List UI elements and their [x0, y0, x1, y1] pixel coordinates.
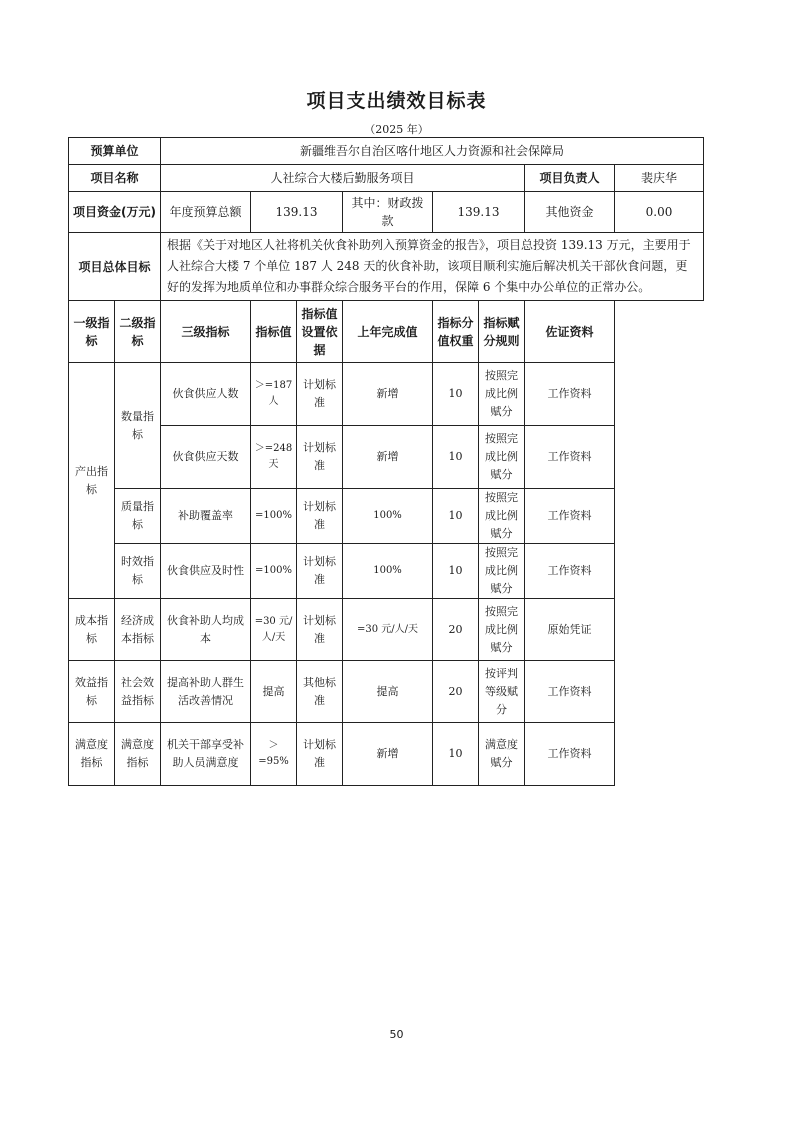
indicator-value: ＞=187人 [251, 363, 297, 426]
header-level1: 一级指标 [69, 301, 115, 363]
budget-unit-row [69, 138, 704, 165]
indicator-last-year: 新增 [343, 363, 433, 426]
indicator-basis: 计划标准 [297, 489, 343, 544]
header-level2: 二级指标 [115, 301, 161, 363]
indicator-evidence: 工作资料 [525, 363, 615, 426]
indicator-rule: 按照完成比例赋分 [479, 489, 525, 544]
header-row [69, 301, 704, 363]
performance-target-table [68, 137, 704, 786]
table-row [69, 544, 704, 599]
funds-row [69, 192, 704, 233]
indicator-value: =30 元/人/天 [251, 599, 297, 661]
indicator-name: 伙食供应及时性 [161, 544, 251, 599]
indicator-rule: 按照完成比例赋分 [479, 426, 525, 489]
indicator-value: 提高 [251, 661, 297, 723]
indicator-evidence: 工作资料 [525, 723, 615, 786]
fiscal-allocation-value: 139.13 [433, 192, 525, 233]
annual-budget-value: 139.13 [251, 192, 343, 233]
indicator-basis: 计划标准 [297, 544, 343, 599]
project-owner-label: 项目负责人 [525, 165, 615, 192]
indicator-rule: 按照完成比例赋分 [479, 599, 525, 661]
table-row [69, 363, 704, 426]
header-basis: 指标值设置依据 [297, 301, 343, 363]
year-caption: （2025 年） [364, 123, 429, 136]
budget-unit-label: 预算单位 [69, 138, 161, 165]
page-number: 50 [389, 1028, 404, 1041]
indicator-weight: 20 [433, 661, 479, 723]
group-econ-cost: 经济成本指标 [115, 599, 161, 661]
header-rule: 指标赋分规则 [479, 301, 525, 363]
indicator-value: =100% [251, 544, 297, 599]
indicator-weight: 10 [433, 723, 479, 786]
funds-label: 项目资金(万元) [69, 192, 161, 233]
indicator-last-year: 新增 [343, 723, 433, 786]
indicator-weight: 20 [433, 599, 479, 661]
project-owner-value: 裴庆华 [615, 165, 704, 192]
table-row [69, 426, 704, 489]
indicator-weight: 10 [433, 544, 479, 599]
indicator-name: 伙食供应人数 [161, 363, 251, 426]
indicator-rule: 按评判等级赋分 [479, 661, 525, 723]
indicator-name: 伙食供应天数 [161, 426, 251, 489]
group-satisfaction-sub: 满意度指标 [115, 723, 161, 786]
header-level3: 三级指标 [161, 301, 251, 363]
annual-budget-label: 年度预算总额 [161, 192, 251, 233]
group-benefit: 效益指标 [69, 661, 115, 723]
group-social-benefit: 社会效益指标 [115, 661, 161, 723]
group-satisfaction: 满意度指标 [69, 723, 115, 786]
overall-goal-text: 根据《关于对地区人社将机关伙食补助列入预算资金的报告》，项目总投资 139.13 万元，主要用于人社综合大楼 7 个单位 187 人 248 天的伙食补助，该项目顺利实施后解决机关干部伙食问题，更好的发挥为地质单位和办事群众综合服务平台的作用，保障 6 个集中办公单位的正常办公。 [161, 233, 704, 301]
indicator-rule: 满意度赋分 [479, 723, 525, 786]
group-output: 产出指标 [69, 363, 115, 599]
indicator-value: ＞=248天 [251, 426, 297, 489]
header-evidence: 佐证资料 [525, 301, 615, 363]
indicator-last-year: =30 元/人/天 [343, 599, 433, 661]
indicator-last-year: 提高 [343, 661, 433, 723]
indicator-rule: 按照完成比例赋分 [479, 363, 525, 426]
indicator-weight: 10 [433, 363, 479, 426]
budget-unit-value: 新疆维吾尔自治区喀什地区人力资源和社会保障局 [161, 138, 704, 165]
table-row [69, 599, 704, 661]
indicator-weight: 10 [433, 489, 479, 544]
overall-goal-label: 项目总体目标 [69, 233, 161, 301]
project-name-label: 项目名称 [69, 165, 161, 192]
header-value: 指标值 [251, 301, 297, 363]
indicator-rule: 按照完成比例赋分 [479, 544, 525, 599]
indicator-weight: 10 [433, 426, 479, 489]
group-quantity: 数量指标 [115, 363, 161, 489]
indicator-basis: 其他标准 [297, 661, 343, 723]
header-last-year: 上年完成值 [343, 301, 433, 363]
indicator-evidence: 工作资料 [525, 661, 615, 723]
project-name-value: 人社综合大楼后勤服务项目 [161, 165, 525, 192]
fiscal-allocation-label: 其中：财政拨款 [343, 192, 433, 233]
group-cost: 成本指标 [69, 599, 115, 661]
group-quality: 质量指标 [115, 489, 161, 544]
header-weight: 指标分值权重 [433, 301, 479, 363]
overall-goal-row [69, 233, 704, 301]
indicator-name: 机关干部享受补助人员满意度 [161, 723, 251, 786]
indicator-evidence: 工作资料 [525, 544, 615, 599]
group-timeliness: 时效指标 [115, 544, 161, 599]
indicator-evidence: 工作资料 [525, 489, 615, 544]
indicator-name: 伙食补助人均成本 [161, 599, 251, 661]
table-row [69, 723, 704, 786]
other-funds-value: 0.00 [615, 192, 704, 233]
indicator-last-year: 100% [343, 544, 433, 599]
indicator-evidence: 工作资料 [525, 426, 615, 489]
table-row [69, 489, 704, 544]
indicator-last-year: 100% [343, 489, 433, 544]
indicator-name: 补助覆盖率 [161, 489, 251, 544]
project-name-row [69, 165, 704, 192]
indicator-last-year: 新增 [343, 426, 433, 489]
other-funds-label: 其他资金 [525, 192, 615, 233]
indicator-value: =100% [251, 489, 297, 544]
page-title: 项目支出绩效目标表 [306, 90, 487, 112]
indicator-basis: 计划标准 [297, 599, 343, 661]
indicator-value: ＞=95% [251, 723, 297, 786]
table-row [69, 661, 704, 723]
indicator-basis: 计划标准 [297, 363, 343, 426]
indicator-basis: 计划标准 [297, 426, 343, 489]
indicator-name: 提高补助人群生活改善情况 [161, 661, 251, 723]
indicator-basis: 计划标准 [297, 723, 343, 786]
indicator-evidence: 原始凭证 [525, 599, 615, 661]
